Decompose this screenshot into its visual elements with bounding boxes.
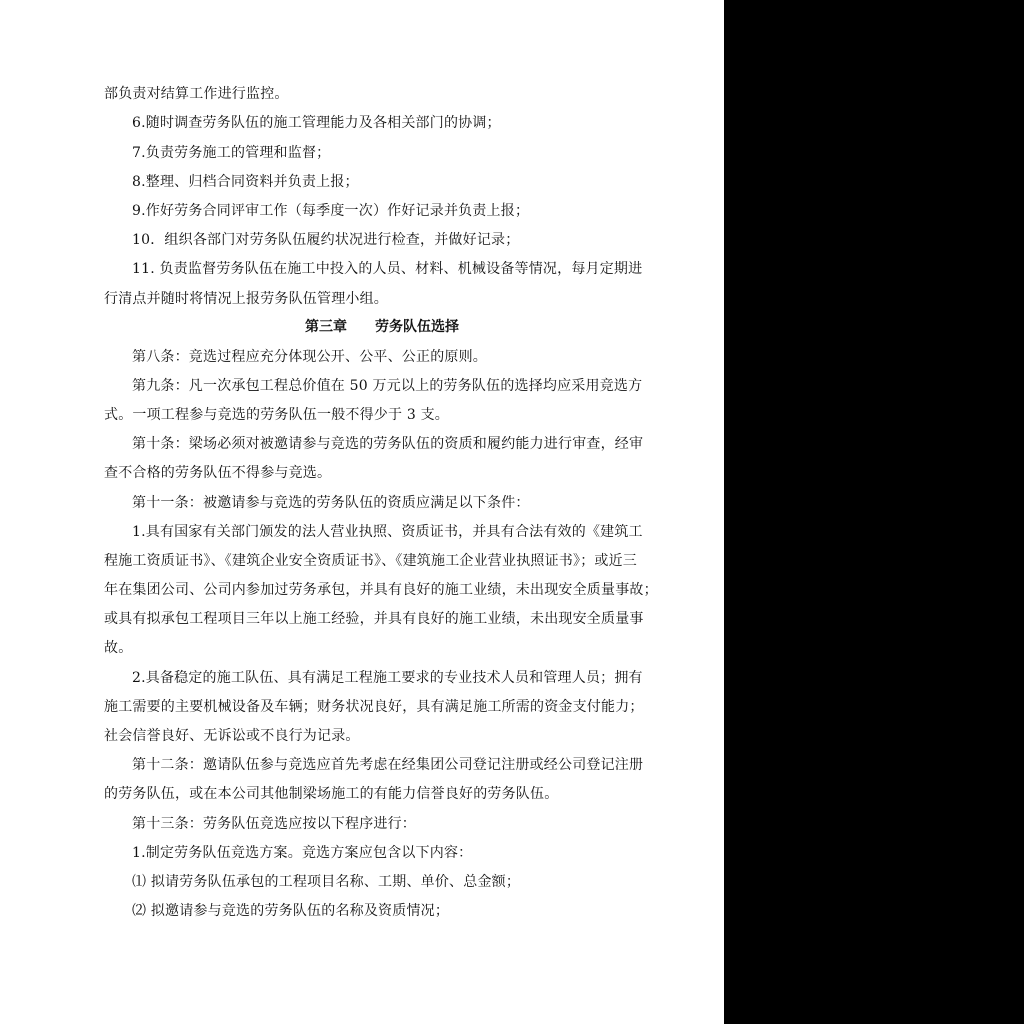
text-line: 查不合格的劳务队伍不得参与竞选。 (104, 465, 332, 481)
text-line: 第十三条：劳务队伍竞选应按以下程序进行： (132, 816, 416, 832)
text-line: 部负责对结算工作进行监控。 (104, 86, 289, 102)
text-line: 第九条：凡一次承包工程总价值在 50 万元以上的劳务队伍的选择均应采用竞选方 (132, 378, 643, 394)
text-line: 故。 (104, 640, 133, 656)
text-line: 的劳务队伍，或在本公司其他制梁场施工的有能力信誉良好的劳务队伍。 (104, 786, 559, 802)
text-line: ⑴ 拟请劳务队伍承包的工程项目名称、工期、单价、总金额； (132, 874, 521, 890)
text-line: 第八条：竞选过程应充分体现公开、公平、公正的原则。 (132, 349, 487, 365)
text-line: 或具有拟承包工程项目三年以上施工经验，并具有良好的施工业绩，未出现安全质量事 (104, 611, 644, 627)
text-line: 行清点并随时将情况上报劳务队伍管理小组。 (104, 291, 388, 307)
text-line: 1.具有国家有关部门颁发的法人营业执照、资质证书，并具有合法有效的《建筑工 (132, 524, 643, 540)
text-line: 8.整理、归档合同资料并负责上报； (132, 174, 359, 190)
text-line: 第十条：梁场必须对被邀请参与竞选的劳务队伍的资质和履约能力进行审查，经审 (132, 436, 644, 452)
text-line: 施工需要的主要机械设备及车辆；财务状况良好，具有满足施工所需的资金支付能力； (104, 699, 644, 715)
text-line: 6.随时调查劳务队伍的施工管理能力及各相关部门的协调； (132, 115, 501, 131)
text-line: 第十二条：邀请队伍参与竞选应首先考虑在经集团公司登记注册或经公司登记注册 (132, 757, 644, 773)
text-line: 式。一项工程参与竞选的劳务队伍一般不得少于 3 支。 (104, 407, 450, 423)
text-line: 社会信誉良好、无诉讼或不良行为记录。 (104, 728, 360, 744)
text-line: 10．组织各部门对劳务队伍履约状况进行检查，并做好记录； (132, 232, 520, 248)
text-line: 11. 负责监督劳务队伍在施工中投入的人员、材料、机械设备等情况，每月定期进 (132, 261, 643, 277)
text-line: 第十一条：被邀请参与竞选的劳务队伍的资质应满足以下条件： (132, 495, 530, 511)
text-line: 程施工资质证书》、《建筑企业安全资质证书》、《建筑施工企业营业执照证书》；或近三 (104, 553, 637, 569)
chapter-heading: 第三章 劳务队伍选择 (305, 319, 459, 335)
text-line: 9.作好劳务合同评审工作（每季度一次）作好记录并负责上报； (132, 203, 530, 219)
text-line: ⑵ 拟邀请参与竞选的劳务队伍的名称及资质情况； (132, 903, 450, 919)
text-line: 2.具备稳定的施工队伍、具有满足工程施工要求的专业技术人员和管理人员；拥有 (132, 670, 643, 686)
black-margin (724, 0, 1024, 1024)
text-line: 1.制定劳务队伍竞选方案。竞选方案应包含以下内容： (132, 845, 473, 861)
text-line: 年在集团公司、公司内参加过劳务承包，并具有良好的施工业绩，未出现安全质量事故； (104, 582, 658, 598)
text-line: 7.负责劳务施工的管理和监督； (132, 145, 331, 161)
